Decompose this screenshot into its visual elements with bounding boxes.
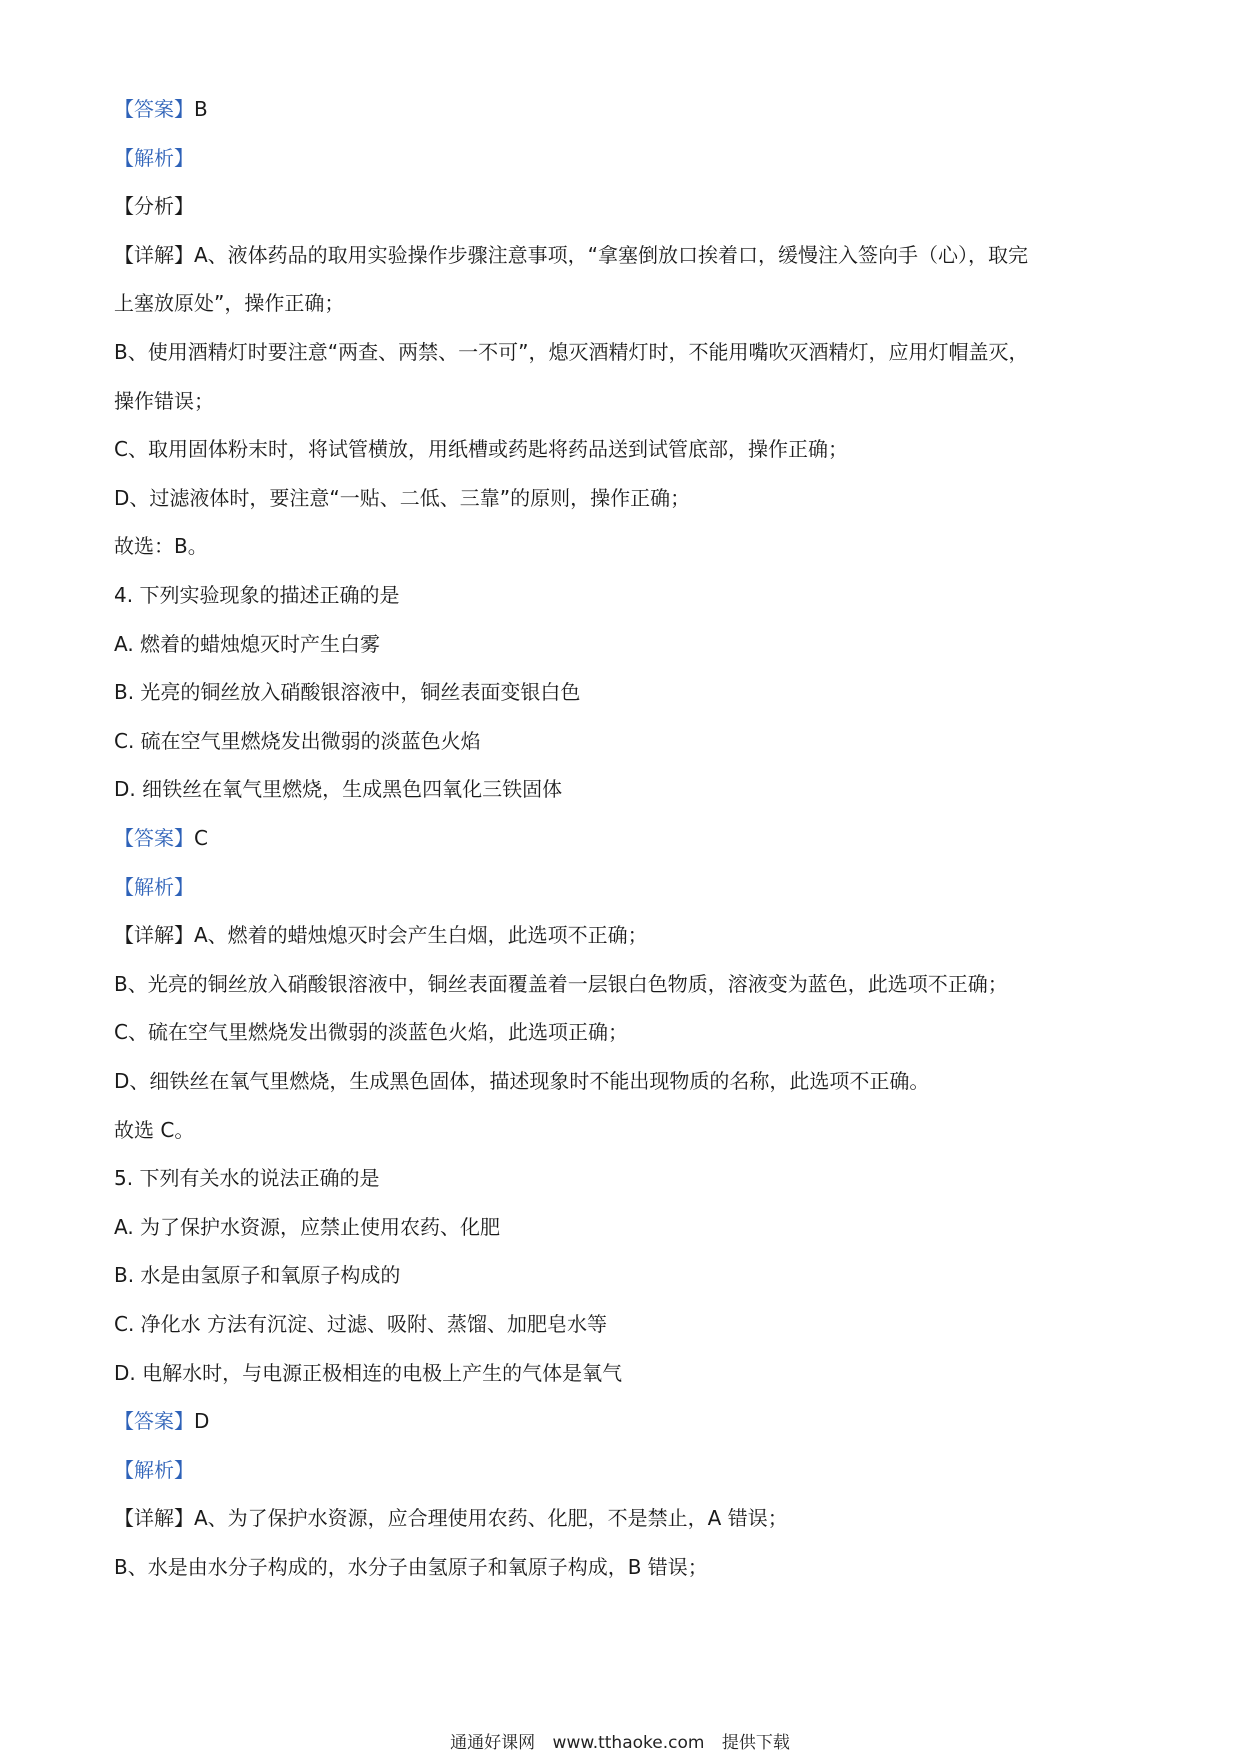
section-tag: 【解析】 — [114, 1458, 194, 1482]
line-text: 5. 下列有关水的说法正确的是 — [114, 1166, 380, 1190]
text-line — [114, 531, 1130, 561]
line-text: D、过滤液体时，要注意“一贴、二低、三靠”的原则，操作正确； — [114, 486, 691, 510]
line-text: B. 水是由氢原子和氧原子构成的 — [114, 1263, 401, 1287]
line-text: C — [194, 826, 208, 850]
text-line — [114, 94, 1130, 124]
line-text: C、取用固体粉末时，将试管横放，用纸槽或药匙将药品送到试管底部，操作正确； — [114, 437, 848, 461]
line-text: C. 硫在空气里燃烧发出微弱的淡蓝色火焰 — [114, 729, 481, 753]
footer-url[interactable]: www.tthaoke.com — [552, 1733, 705, 1753]
footer-note: 提供下载 — [721, 1733, 790, 1753]
line-text: D. 电解水时，与电源正极相连的电极上产生的气体是氧气 — [114, 1361, 623, 1385]
text-line — [114, 337, 1130, 367]
line-text: B、使用酒精灯时要注意“两查、两禁、一不可”，熄灭酒精灯时，不能用嘴吹灭酒精灯，应用灯帽盖灭， — [114, 340, 1029, 364]
line-text: A、为了保护水资源，应合理使用农药、化肥，不是禁止，A 错误； — [194, 1506, 788, 1530]
line-text: B、光亮的铜丝放入硝酸银溶液中，铜丝表面覆盖着一层银白色物质，溶液变为蓝色，此选项不正确； — [114, 972, 1008, 996]
line-text: D、细铁丝在氧气里燃烧，生成黑色固体，描述现象时不能出现物质的名称，此选项不正确。 — [114, 1069, 930, 1093]
text-line — [114, 1066, 1130, 1096]
line-text: 故选 C。 — [114, 1118, 195, 1142]
line-text: A、燃着的蜡烛熄灭时会产生白烟，此选项不正确； — [194, 923, 648, 947]
text-line — [114, 774, 1130, 804]
section-tag: 【答案】 — [114, 1409, 194, 1433]
text-line — [114, 580, 1130, 610]
text-line — [114, 629, 1130, 659]
section-tag: 【分析】 — [114, 194, 194, 218]
text-line — [114, 969, 1130, 999]
section-tag: 【解析】 — [114, 875, 194, 899]
text-line — [114, 872, 1130, 902]
text-line — [114, 1552, 1130, 1582]
text-line — [114, 240, 1130, 270]
text-line — [114, 1503, 1130, 1533]
text-line — [114, 1358, 1130, 1388]
footer-site-name: 通通好课网 — [450, 1733, 536, 1753]
text-line — [114, 823, 1130, 853]
text-line — [114, 677, 1130, 707]
text-line — [114, 1115, 1130, 1145]
text-line — [114, 288, 1130, 318]
line-text: 上塞放原处”，操作正确； — [114, 291, 345, 315]
line-text: A. 为了保护水资源，应禁止使用农药、化肥 — [114, 1215, 501, 1239]
text-line — [114, 1455, 1130, 1485]
section-tag: 【详解】 — [114, 1506, 194, 1530]
line-text: 故选：B。 — [114, 534, 208, 558]
line-text: B — [194, 97, 208, 121]
text-line — [114, 1309, 1130, 1339]
text-line — [114, 434, 1130, 464]
section-tag: 【详解】 — [114, 243, 194, 267]
text-line — [114, 191, 1130, 221]
section-tag: 【详解】 — [114, 923, 194, 947]
line-text: A. 燃着的蜡烛熄灭时产生白雾 — [114, 632, 381, 656]
text-line — [114, 483, 1130, 513]
line-text: B. 光亮的铜丝放入硝酸银溶液中，铜丝表面变银白色 — [114, 680, 581, 704]
text-line — [114, 1212, 1130, 1242]
line-text: D. 细铁丝在氧气里燃烧，生成黑色四氧化三铁固体 — [114, 777, 563, 801]
line-text: C. 净化水 方法有沉淀、过滤、吸附、蒸馏、加肥皂水等 — [114, 1312, 608, 1336]
text-line — [114, 143, 1130, 173]
text-line — [114, 726, 1130, 756]
text-line — [114, 1017, 1130, 1047]
section-tag: 【答案】 — [114, 97, 194, 121]
line-text: 4. 下列实验现象的描述正确的是 — [114, 583, 400, 607]
text-line — [114, 920, 1130, 950]
line-text: C、硫在空气里燃烧发出微弱的淡蓝色火焰，此选项正确； — [114, 1020, 628, 1044]
text-line — [114, 1163, 1130, 1193]
line-text: 操作错误； — [114, 389, 214, 413]
section-tag: 【答案】 — [114, 826, 194, 850]
line-text: B、水是由水分子构成的，水分子由氢原子和氧原子构成，B 错误； — [114, 1555, 708, 1579]
line-text: A、液体药品的取用实验操作步骤注意事项，“拿塞倒放口挨着口，缓慢注入签向手（心），取完 — [194, 243, 1029, 267]
text-line — [114, 1406, 1130, 1436]
page-footer — [0, 1728, 1240, 1753]
section-tag: 【解析】 — [114, 146, 194, 170]
text-line — [114, 1260, 1130, 1290]
text-line — [114, 386, 1130, 416]
line-text: D — [194, 1409, 210, 1433]
